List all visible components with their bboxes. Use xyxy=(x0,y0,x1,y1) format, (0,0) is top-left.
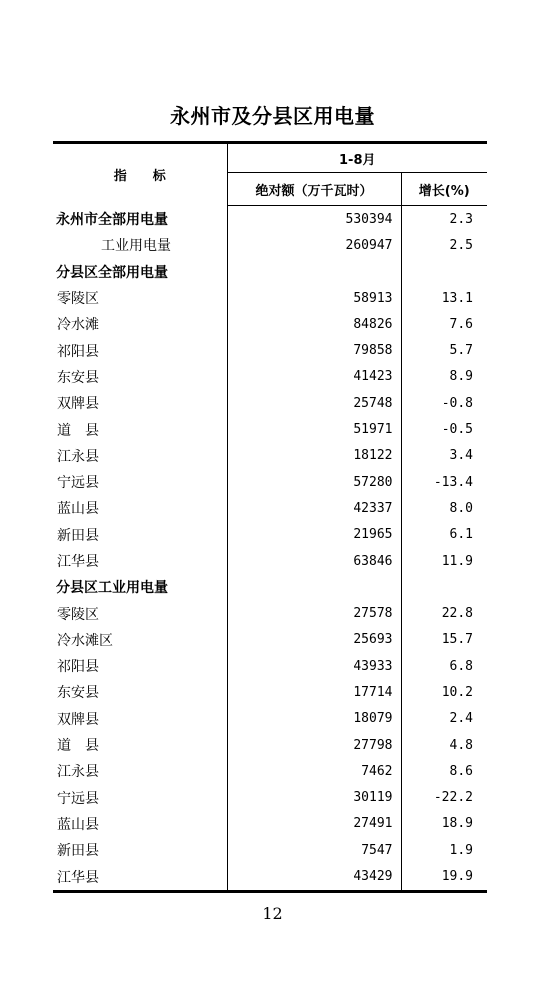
growth-value: 6.1 xyxy=(401,522,487,548)
absolute-value: 27798 xyxy=(227,732,401,758)
absolute-value: 530394 xyxy=(227,206,401,233)
table-row xyxy=(53,364,487,390)
growth-value: 18.9 xyxy=(401,811,487,837)
row-label: 冷水滩区 xyxy=(57,632,113,649)
page-number: 12 xyxy=(262,904,283,923)
growth-value: 6.8 xyxy=(401,653,487,679)
table-row xyxy=(53,259,487,285)
growth-value: 13.1 xyxy=(401,285,487,311)
growth-value: 19.9 xyxy=(401,863,487,891)
absolute-value xyxy=(227,574,401,600)
absolute-value: 79858 xyxy=(227,337,401,363)
growth-value: -0.8 xyxy=(401,390,487,416)
absolute-value: 27491 xyxy=(227,811,401,837)
table-row xyxy=(53,679,487,705)
absolute-value: 58913 xyxy=(227,285,401,311)
absolute-value: 63846 xyxy=(227,548,401,574)
absolute-value: 57280 xyxy=(227,469,401,495)
table-row xyxy=(53,206,487,233)
table-row xyxy=(53,232,487,258)
growth-value: 8.9 xyxy=(401,364,487,390)
absolute-value: 17714 xyxy=(227,679,401,705)
growth-value: -0.5 xyxy=(401,416,487,442)
growth-value: 11.9 xyxy=(401,548,487,574)
electricity-table xyxy=(53,141,487,893)
row-label: 蓝山县 xyxy=(57,816,99,833)
absolute-value: 7547 xyxy=(227,837,401,863)
row-label: 宁远县 xyxy=(57,475,99,492)
growth-value: 4.8 xyxy=(401,732,487,758)
row-label: 永州市全部用电量 xyxy=(56,211,168,228)
row-label: 新田县 xyxy=(57,843,99,860)
growth-header: 增长(%) xyxy=(401,173,487,206)
table-row xyxy=(53,706,487,732)
absolute-value: 27578 xyxy=(227,600,401,626)
growth-value xyxy=(401,574,487,600)
table-row xyxy=(53,863,487,891)
row-label: 道 县 xyxy=(57,422,99,439)
table-row xyxy=(53,285,487,311)
table-row xyxy=(53,732,487,758)
table-row xyxy=(53,522,487,548)
row-label: 冷水滩 xyxy=(57,317,99,334)
row-label: 零陵区 xyxy=(57,606,99,623)
indicator-header: 指 标 xyxy=(53,143,227,206)
absolute-value: 260947 xyxy=(227,232,401,258)
table-row xyxy=(53,811,487,837)
table-row xyxy=(53,600,487,626)
row-label: 江华县 xyxy=(57,554,99,570)
table-row xyxy=(53,627,487,653)
row-label: 双牌县 xyxy=(57,711,99,728)
row-label: 宁远县 xyxy=(57,790,99,807)
row-label: 双牌县 xyxy=(57,396,99,413)
table-header xyxy=(53,143,487,206)
growth-value: 3.4 xyxy=(401,443,487,469)
table-row xyxy=(53,311,487,337)
growth-value: 22.8 xyxy=(401,600,487,626)
absolute-value: 25693 xyxy=(227,627,401,653)
table-row xyxy=(53,785,487,811)
table-row xyxy=(53,653,487,679)
row-label: 零陵区 xyxy=(57,291,99,308)
growth-value: 5.7 xyxy=(401,337,487,363)
growth-value xyxy=(401,259,487,285)
table-body xyxy=(53,206,487,892)
table-row xyxy=(53,390,487,416)
growth-value: -13.4 xyxy=(401,469,487,495)
row-label: 分县区工业用电量 xyxy=(56,580,168,597)
absolute-value: 18079 xyxy=(227,706,401,732)
absolute-header: 绝对额（万千瓦时） xyxy=(227,173,401,206)
table-row xyxy=(53,837,487,863)
growth-value: 2.3 xyxy=(401,206,487,233)
absolute-value: 30119 xyxy=(227,785,401,811)
table-row xyxy=(53,337,487,363)
row-label: 东安县 xyxy=(57,685,99,702)
absolute-value: 51971 xyxy=(227,416,401,442)
absolute-value: 18122 xyxy=(227,443,401,469)
table-row xyxy=(53,548,487,574)
growth-value: 1.9 xyxy=(401,837,487,863)
table-row xyxy=(53,469,487,495)
page-title: 永州市及分县区用电量 xyxy=(170,104,375,128)
growth-value: 8.6 xyxy=(401,758,487,784)
absolute-value: 84826 xyxy=(227,311,401,337)
row-label: 江永县 xyxy=(57,448,99,465)
row-label: 新田县 xyxy=(57,527,99,544)
table-row xyxy=(53,416,487,442)
growth-value: -22.2 xyxy=(401,785,487,811)
growth-value: 8.0 xyxy=(401,495,487,521)
row-label: 祁阳县 xyxy=(57,659,99,676)
absolute-value: 21965 xyxy=(227,522,401,548)
row-label: 分县区全部用电量 xyxy=(56,264,168,281)
growth-value: 10.2 xyxy=(401,679,487,705)
table-row xyxy=(53,574,487,600)
absolute-value: 25748 xyxy=(227,390,401,416)
period-header: 1-8月 xyxy=(227,143,487,173)
row-label: 道 县 xyxy=(57,738,99,755)
absolute-value xyxy=(227,259,401,285)
absolute-value: 7462 xyxy=(227,758,401,784)
growth-value: 2.4 xyxy=(401,706,487,732)
table-row xyxy=(53,758,487,784)
growth-value: 15.7 xyxy=(401,627,487,653)
absolute-value: 41423 xyxy=(227,364,401,390)
growth-value: 2.5 xyxy=(401,232,487,258)
absolute-value: 43429 xyxy=(227,863,401,891)
row-label: 工业用电量 xyxy=(101,238,171,255)
row-label: 蓝山县 xyxy=(57,501,99,518)
absolute-value: 43933 xyxy=(227,653,401,679)
growth-value: 7.6 xyxy=(401,311,487,337)
row-label: 江华县 xyxy=(57,869,99,886)
row-label: 江永县 xyxy=(57,764,99,781)
absolute-value: 42337 xyxy=(227,495,401,521)
table-row xyxy=(53,443,487,469)
row-label: 祁阳县 xyxy=(57,343,99,360)
table-row xyxy=(53,495,487,521)
row-label: 东安县 xyxy=(57,369,99,386)
